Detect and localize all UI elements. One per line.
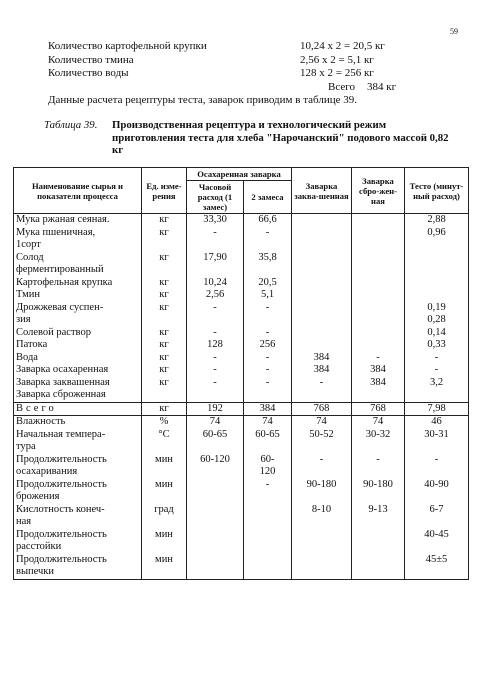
cell-two-batches: - xyxy=(244,364,292,377)
cell-two-batches: - xyxy=(244,352,292,365)
table-row xyxy=(14,214,469,227)
cell-two-batches: 60-65 xyxy=(244,429,292,454)
calc-total xyxy=(48,81,448,95)
cell-hourly: 128 xyxy=(187,339,244,352)
cell-two-batches: 5,1 xyxy=(244,289,292,302)
cell-name: Мука ржаная сеяная. xyxy=(14,214,142,227)
cell-fermented-brew: 768 xyxy=(352,402,405,416)
cell-leaven-brew xyxy=(292,339,352,352)
cell-leaven-brew xyxy=(292,227,352,252)
cell-dough: 46 xyxy=(405,416,469,429)
cell-fermented-brew xyxy=(352,289,405,302)
cell-hourly xyxy=(187,504,244,529)
cell-unit: кг xyxy=(142,377,187,403)
cell-leaven-brew xyxy=(292,554,352,580)
table-title: Производственная рецептура и технологический режим приготовления теста для хлеба "Нарочанский" подового массой 0,82 кг xyxy=(112,119,449,156)
calc-value: 2,56 х 2 = 5,1 кг xyxy=(300,53,374,66)
cell-name: Солевой раствор xyxy=(14,327,142,340)
header-name: Наименование сырья и показатели процесса xyxy=(14,168,142,214)
table-row xyxy=(14,277,469,290)
cell-fermented-brew: 30-32 xyxy=(352,429,405,454)
cell-hourly: 60-65 xyxy=(187,429,244,454)
calc-label: Количество тмина xyxy=(48,53,134,66)
calc-label: Количество картофельной крупки xyxy=(48,40,207,52)
calc-total-label: Всего xyxy=(328,80,355,93)
cell-two-batches: - xyxy=(244,377,292,403)
header-leaven-brew: Заварка заква-шенная xyxy=(292,168,352,214)
cell-name: Всего xyxy=(14,402,142,416)
cell-unit: кг xyxy=(142,339,187,352)
cell-leaven-brew: 384 xyxy=(292,364,352,377)
cell-fermented-brew: - xyxy=(352,454,405,479)
cell-dough xyxy=(405,252,469,277)
cell-dough: 2,88 xyxy=(405,214,469,227)
cell-hourly: - xyxy=(187,227,244,252)
cell-fermented-brew: 384 xyxy=(352,377,405,403)
cell-fermented-brew: 9-13 xyxy=(352,504,405,529)
table-row xyxy=(14,529,469,554)
cell-fermented-brew: 90-180 xyxy=(352,479,405,504)
header-hourly: Часовой расход (1 замес) xyxy=(187,181,244,214)
cell-leaven-brew xyxy=(292,277,352,290)
cell-hourly: 74 xyxy=(187,416,244,429)
page-number: 59 xyxy=(450,27,458,36)
table-row xyxy=(14,454,469,479)
table-row xyxy=(14,504,469,529)
cell-hourly xyxy=(187,554,244,580)
cell-dough: 0,96 xyxy=(405,227,469,252)
cell-dough: 0,19 0,28 xyxy=(405,302,469,327)
cell-leaven-brew: 768 xyxy=(292,402,352,416)
cell-hourly: - xyxy=(187,327,244,340)
table-row xyxy=(14,416,469,429)
cell-fermented-brew: - xyxy=(352,352,405,365)
cell-unit: % xyxy=(142,416,187,429)
cell-name: Мука пшеничная, 1сорт xyxy=(14,227,142,252)
header-unit: Ед. изме-рения xyxy=(142,168,187,214)
cell-name: Продолжительность брожения xyxy=(14,479,142,504)
calc-label: Количество воды xyxy=(48,67,129,79)
cell-unit: мин xyxy=(142,554,187,580)
cell-name: Патока xyxy=(14,339,142,352)
table-row xyxy=(14,289,469,302)
cell-hourly: 33,30 xyxy=(187,214,244,227)
header-row xyxy=(14,168,469,181)
cell-leaven-brew: 90-180 xyxy=(292,479,352,504)
table-number: Таблица 39. xyxy=(44,119,98,131)
cell-dough: 7,98 xyxy=(405,402,469,416)
cell-two-batches: - xyxy=(244,302,292,327)
calc-value: 10,24 х 2 = 20,5 кг xyxy=(300,40,385,52)
table-body xyxy=(14,214,469,580)
cell-fermented-brew xyxy=(352,302,405,327)
cell-name: Вода xyxy=(14,352,142,365)
table-row xyxy=(14,554,469,580)
table-row xyxy=(14,429,469,454)
cell-leaven-brew xyxy=(292,302,352,327)
header-dough: Тесто (минут-ный расход) xyxy=(405,168,469,214)
table-row xyxy=(14,352,469,365)
cell-hourly: 17,90 xyxy=(187,252,244,277)
cell-hourly xyxy=(187,479,244,504)
cell-two-batches xyxy=(244,504,292,529)
cell-name: Продолжительность выпечки xyxy=(14,554,142,580)
cell-leaven-brew: 50-52 xyxy=(292,429,352,454)
calc-row xyxy=(48,40,448,54)
cell-two-batches xyxy=(244,529,292,554)
calculation-block xyxy=(48,40,448,94)
cell-fermented-brew xyxy=(352,529,405,554)
cell-dough: - xyxy=(405,454,469,479)
calc-total-value: 384 кг xyxy=(366,80,397,93)
cell-dough: 3,2 xyxy=(405,377,469,403)
cell-fermented-brew xyxy=(352,554,405,580)
cell-fermented-brew xyxy=(352,327,405,340)
calc-row xyxy=(48,67,448,81)
cell-dough: 30-31 xyxy=(405,429,469,454)
cell-two-batches: 384 xyxy=(244,402,292,416)
cell-fermented-brew xyxy=(352,214,405,227)
cell-leaven-brew: - xyxy=(292,377,352,403)
cell-fermented-brew: 384 xyxy=(352,364,405,377)
cell-leaven-brew xyxy=(292,327,352,340)
cell-leaven-brew: - xyxy=(292,454,352,479)
cell-fermented-brew: 74 xyxy=(352,416,405,429)
cell-unit: кг xyxy=(142,364,187,377)
cell-dough: 0,14 xyxy=(405,327,469,340)
cell-unit: кг xyxy=(142,277,187,290)
recipe-table xyxy=(13,167,469,580)
cell-leaven-brew: 8-10 xyxy=(292,504,352,529)
cell-leaven-brew xyxy=(292,529,352,554)
cell-unit: кг xyxy=(142,214,187,227)
cell-unit: °С xyxy=(142,429,187,454)
cell-fermented-brew xyxy=(352,252,405,277)
cell-leaven-brew xyxy=(292,252,352,277)
cell-name: Солод ферментированный xyxy=(14,252,142,277)
cell-fermented-brew xyxy=(352,277,405,290)
cell-unit: кг xyxy=(142,327,187,340)
cell-two-batches: 74 xyxy=(244,416,292,429)
cell-name: Картофельная крупка xyxy=(14,277,142,290)
header-fermented-brew: Заварка сбро-жен-ная xyxy=(352,168,405,214)
cell-hourly: - xyxy=(187,352,244,365)
cell-two-batches: - xyxy=(244,479,292,504)
cell-unit: мин xyxy=(142,529,187,554)
cell-unit: град xyxy=(142,504,187,529)
cell-leaven-brew xyxy=(292,214,352,227)
cell-unit: мин xyxy=(142,454,187,479)
cell-leaven-brew: 384 xyxy=(292,352,352,365)
cell-two-batches: 20,5 xyxy=(244,277,292,290)
cell-dough: 40-90 xyxy=(405,479,469,504)
header-two-batches: 2 замеса xyxy=(244,181,292,214)
cell-fermented-brew xyxy=(352,339,405,352)
table-row xyxy=(14,302,469,327)
cell-unit: кг xyxy=(142,352,187,365)
header-sugar-brew: Осахаренная заварка xyxy=(187,168,292,181)
cell-dough: 6-7 xyxy=(405,504,469,529)
cell-two-batches: 60- 120 xyxy=(244,454,292,479)
cell-hourly: 2,56 xyxy=(187,289,244,302)
cell-leaven-brew: 74 xyxy=(292,416,352,429)
cell-unit: кг xyxy=(142,402,187,416)
cell-name: Продолжительность расстойки xyxy=(14,529,142,554)
cell-fermented-brew xyxy=(352,227,405,252)
cell-dough xyxy=(405,277,469,290)
cell-name: Заварка заквашенная Заварка сброженная xyxy=(14,377,142,403)
cell-hourly xyxy=(187,529,244,554)
table-row xyxy=(14,364,469,377)
cell-hourly: - xyxy=(187,377,244,403)
cell-leaven-brew xyxy=(292,289,352,302)
cell-name: Начальная темпера- тура xyxy=(14,429,142,454)
cell-dough: - xyxy=(405,364,469,377)
cell-hourly: 10,24 xyxy=(187,277,244,290)
cell-unit: кг xyxy=(142,302,187,327)
cell-name: Заварка осахаренная xyxy=(14,364,142,377)
cell-two-batches: - xyxy=(244,327,292,340)
table-row xyxy=(14,252,469,277)
cell-dough: - xyxy=(405,352,469,365)
table-row xyxy=(14,227,469,252)
cell-hourly: 192 xyxy=(187,402,244,416)
cell-hourly: - xyxy=(187,364,244,377)
cell-unit: кг xyxy=(142,227,187,252)
cell-dough: 45±5 xyxy=(405,554,469,580)
cell-two-batches: - xyxy=(244,227,292,252)
cell-dough: 0,33 xyxy=(405,339,469,352)
cell-hourly: 60-120 xyxy=(187,454,244,479)
cell-name: Кислотность конеч- ная xyxy=(14,504,142,529)
calc-value: 128 х 2 = 256 кг xyxy=(300,67,374,79)
cell-name: Влажность xyxy=(14,416,142,429)
cell-name: Продолжительность осахаривания xyxy=(14,454,142,479)
cell-name: Тмин xyxy=(14,289,142,302)
cell-dough xyxy=(405,289,469,302)
cell-two-batches: 256 xyxy=(244,339,292,352)
table-row xyxy=(14,402,469,416)
table-row xyxy=(14,339,469,352)
cell-unit: мин xyxy=(142,479,187,504)
cell-dough: 40-45 xyxy=(405,529,469,554)
calc-row xyxy=(48,54,448,68)
table-row xyxy=(14,479,469,504)
cell-hourly: - xyxy=(187,302,244,327)
cell-two-batches: 35,8 xyxy=(244,252,292,277)
cell-unit: кг xyxy=(142,289,187,302)
cell-two-batches xyxy=(244,554,292,580)
cell-unit: кг xyxy=(142,252,187,277)
cell-two-batches: 66,6 xyxy=(244,214,292,227)
table-caption xyxy=(44,119,454,157)
table-row xyxy=(14,327,469,340)
note-text: Данные расчета рецептуры теста, заварок приводим в таблице 39. xyxy=(48,94,357,106)
table-row xyxy=(14,377,469,403)
cell-name: Дрожжевая суспен- зия xyxy=(14,302,142,327)
